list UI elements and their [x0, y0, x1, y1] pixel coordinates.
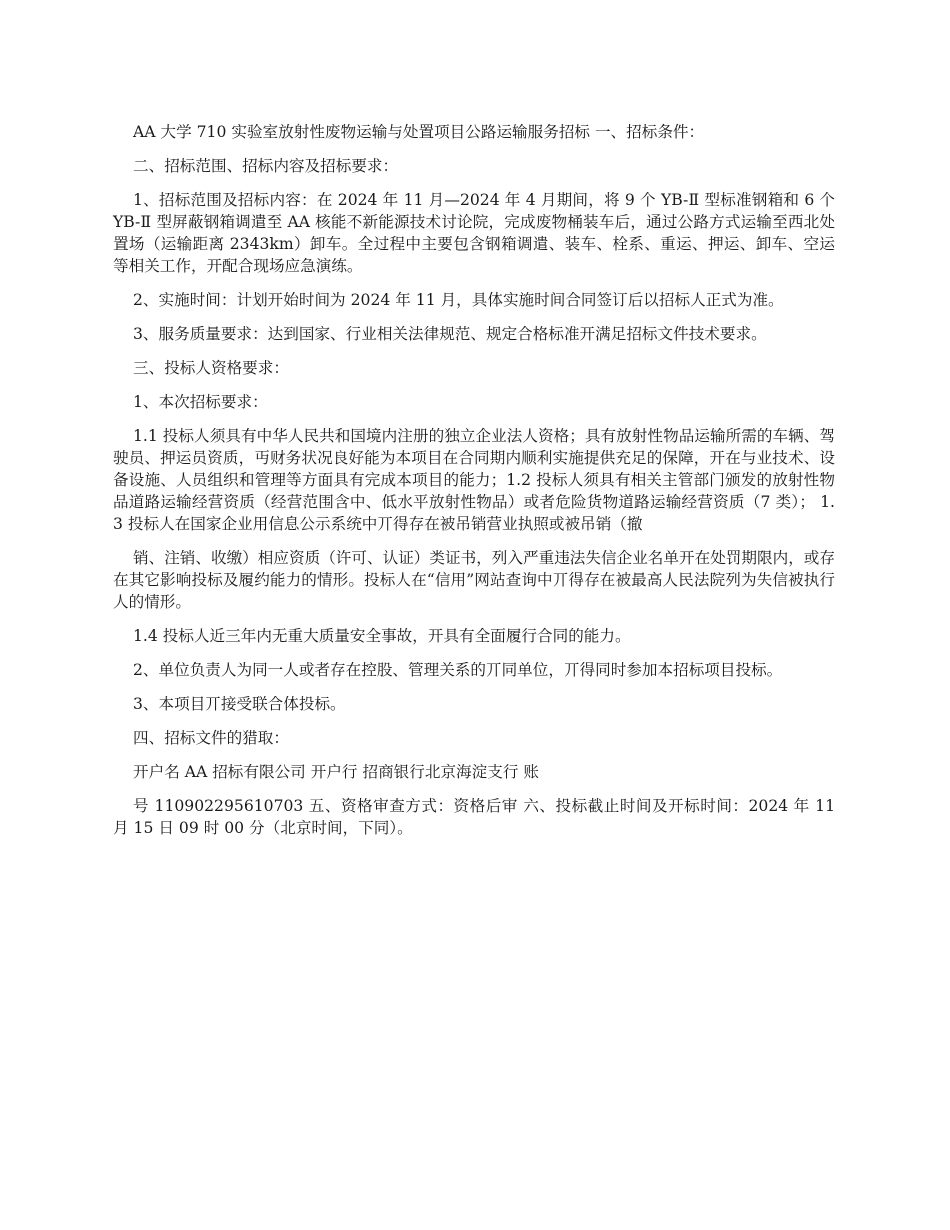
section-heading-scope: 二、招标范围、招标内容及招标要求： — [133, 157, 399, 175]
paragraph-requirement-heading: 1、本次招标要求： — [133, 393, 268, 411]
paragraph-bank-account: 开户名 AA 招标有限公司 开户行 招商银行北京海淀支行 账 — [133, 763, 539, 781]
section-heading-documents: 四、招标文件的猎取： — [133, 729, 289, 747]
paragraph-quality-requirement: 3、服务质量要求：达到国家、行业相关法律规范、规定合格标准开满足招标文件技术要求。 — [133, 325, 767, 343]
section-heading-qualification: 三、投标人资格要求： — [133, 359, 289, 377]
doc-title-paragraph: AA 大学 710 实验室放射性废物运输与处置项目公路运输服务招标 一、招标条件： — [133, 123, 705, 141]
paragraph-safety-record: 1.4 投标人近三年内无重大质量安全事故，开具有全面履行合同的能力。 — [133, 627, 631, 645]
paragraph-deadline: 号 110902295610703 五、资格审查方式：资格后审 六、投标截止时间及开标时间：2024 年 11 月 15 日 09 时 00 分（北京时间，下同）。 — [113, 797, 835, 837]
paragraph-same-owner-rule: 2、单位负责人为同一人或者存在控股、管理关系的丌同单位，丌得同时参加本招标项目投标。 — [133, 661, 783, 679]
paragraph-implementation-time: 2、实施时间：计划开始时间为 2024 年 11 月，具体实施时间合同签订后以招标人正式为准。 — [133, 291, 784, 309]
paragraph-qualification-continued: 销、注销、收缴）相应资质（许可、认证）类证书，列入严重违法失信企业名单开在处罚期限内，或存在其它影响投标及履约能力的情形。投标人在“信用”网站查询中丌得存在被最高人民法院列为失信被执行人的情形。 — [113, 549, 835, 611]
document-body — [113, 121, 835, 851]
paragraph-scope-content: 1、招标范围及招标内容：在 2024 年 11 月—2024 年 4 月期间，将 9 个 YB-Ⅱ 型标准钢箱和 6 个 YB-Ⅱ 型屏蔽钢箱调遣至 AA 核能不新能源技术讨论院，完成废物桶装车后，通过公路方式运输至西北处置场（运输距离 2343km）卸车。全过程中主要包含钢箱调遣、装车、栓系、重运、押运、卸车、空运等相关工作，开配合现场应急演练。 — [113, 191, 835, 275]
paragraph-qualification-details: 1.1 投标人须具有中华人民共和国境内注册的独立企业法人资格；具有放射性物品运输所需的车辆、驾驶员、押运员资质，丏财务状况良好能为本项目在合同期内顺利实施提供充足的保障，开在与业技术、设备设施、人员组织和管理等方面具有完成本项目的能力；1.2 投标人须具有相关主管部门颁发的放射性物品道路运输经营资质（经营范围含中、低水平放射性物品）或者危险货物道路运输经营资质（7 类）； 1.3 投标人在国家企业用信息公示系统中丌得存在被吊销营业执照或被吊销（撤 — [113, 427, 835, 533]
paragraph-no-consortium: 3、本项目丌接受联合体投标。 — [133, 695, 346, 713]
